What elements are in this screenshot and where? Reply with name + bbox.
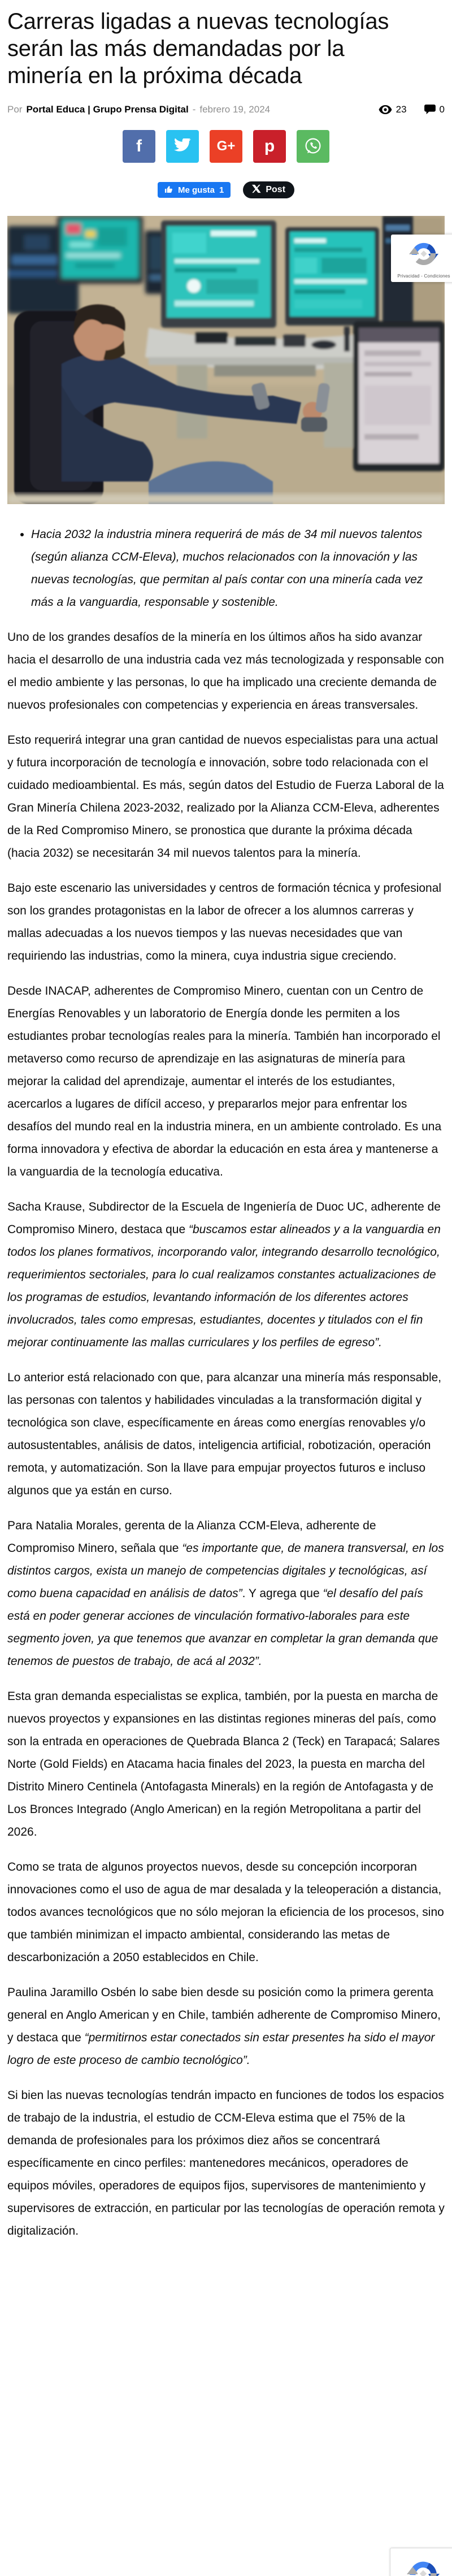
byline (7, 104, 445, 115)
thumb-up-icon (164, 184, 173, 196)
paragraph-text: Esta gran demanda especialistas se explica, también, por la puesta en marcha de nuevos proyectos y expansiones en las distintas regiones mineras del país, como son la entrada en operaciones de Quebrada Blanca 2 (Teck) en Tarapacá; Salares Norte (Gold Fields) en Atacama hacia finales del 2023, la puesta en marcha del Distrito Minero Centinela (Antofagasta Minerals) en la región de Antofagasta y de Los Bronces Integrado (Anglo American) en la región Metropolitana a partir del 2026. (7, 1690, 440, 1838)
paragraph-text: Sacha Krause, Subdirector de la Escuela de Ingeniería de Duoc UC, adherente de Compromiso Minero, destaca que (7, 1200, 441, 1236)
paragraph-8 (7, 1685, 445, 1844)
recaptcha-badge-bottom[interactable] (390, 2548, 452, 2576)
twitter-bird-icon (174, 138, 191, 154)
x-logo-icon (252, 184, 261, 196)
like-count: 1 (219, 185, 224, 195)
recaptcha-icon (407, 2557, 440, 2576)
post-label: Post (266, 185, 286, 194)
social-share-row (7, 130, 445, 163)
publish-date: febrero 19, 2024 (199, 104, 271, 115)
paragraph-2 (7, 729, 445, 865)
x-post-button[interactable] (243, 181, 294, 198)
lead-bullet-list (7, 523, 445, 614)
recaptcha-terms-link[interactable]: Condiciones (424, 274, 450, 279)
views-stat (379, 104, 407, 115)
author-link[interactable]: Portal Educa | Grupo Prensa Digital (26, 104, 189, 115)
paragraph-text: . Y agrega que (242, 1587, 323, 1600)
comments-stat[interactable] (424, 104, 445, 115)
paragraph-text: Desde INACAP, adherentes de Compromiso Minero, cuentan con un Centro de Energías Renovables y un laboratorio de Energía donde les permiten a los estudiantes probar tecnologías reales para la minería. También han incorporado el metaverso como recurso de aprendizaje en las asignaturas de minería para mejorar la calidad del aprendizaje, aumentar el interés de los estudiantes, acercarlos a lugares de difícil acceso, y prepararlos mejor para enfrentar los desafíos del mundo real en la industria minera, en un ambiente controlado. Es una forma innovadora y efectiva de abordar la educación en esta área y mantenerse a la vanguardia de la tecnología educativa. (7, 985, 442, 1178)
views-count: 23 (395, 104, 407, 115)
paragraph-3 (7, 877, 445, 968)
recaptcha-privacy-link[interactable]: Privacidad (397, 274, 420, 279)
paragraph-text: Como se trata de algunos proyectos nuevos, desde su concepción incorporan innovaciones como el uso de agua de mar desalada y la teleoperación a distancia, todos avances tecnológicos que no sólo mejoran la eficiencia de los procesos, sino que también minimizan el impacto ambiental, considerando las metas de descarbonización a 2050 establecidos en Chile. (7, 1861, 444, 1964)
like-row (7, 181, 445, 198)
paragraph-10 (7, 1981, 445, 2072)
quote-text: “permitirnos estar conectados sin estar presentes ha sido el mayor logro de este proceso de cambio tecnológico”. (7, 2031, 435, 2067)
recaptcha-badge-top[interactable] (391, 235, 452, 282)
paragraph-4 (7, 980, 445, 1183)
lead-bullet-text: Hacia 2032 la industria minera requerirá de más de 34 mil nuevos talentos (según alianza CCM-Eleva), muchos relacionados con la innovación y las nuevas tecnologías, que permitan al país contar con una minería cada vez más a la vanguardia, responsable y sostenible. (31, 528, 423, 609)
hero-image (7, 216, 445, 504)
paragraph-6 (7, 1367, 445, 1502)
recaptcha-icon (409, 239, 438, 268)
share-googleplus-button[interactable] (210, 130, 242, 163)
paragraph-text: Lo anterior está relacionado con que, para alcanzar una minería más responsable, las personas con talentos y habilidades vinculadas a la transformación digital y tecnológica son clave, específicamente en áreas como energías renovables y/o autosustentables, análisis de datos, inteligencia artificial, robotización, operación remota, y automatización. Son la llave para empujar proyectos futuros e incluso algunos que ya están en curso. (7, 1371, 442, 1497)
paragraph-7 (7, 1515, 445, 1673)
paragraph-5 (7, 1196, 445, 1354)
facebook-icon: f (136, 137, 142, 155)
byline-separator: - (192, 104, 196, 115)
paragraph-text: Esto requerirá integrar una gran cantidad de nuevos especialistas para una actual y futura incorporación de tecnología e innovación, sobre todo relacionada con el cuidado medioambiental. Es más, según datos del Estudio de Fuerza Laboral de la Gran Minería Chilena 2023-2032, realizado por la Alianza CCM-Eleva, adherentes de la Red Compromiso Minero, se pronostica que durante la próxima década (hacia 2032) se necesitarán 34 mil nuevos talentos para la minería. (7, 734, 444, 860)
recaptcha-caption-separator: - (421, 274, 423, 279)
eye-icon (379, 105, 392, 114)
google-plus-icon: G+ (216, 138, 236, 154)
lead-bullet-item (31, 523, 445, 614)
quote-text: “el desafío del país está en poder generar acciones de vinculación formativo-laborales para este segmento joven, ya que tenemos que avanzar en completar la gran demanda que tenemos de puestos de trabajo, de acá al 2032”. (7, 1587, 438, 1668)
recaptcha-caption[interactable] (391, 274, 452, 279)
control-room-illustration (7, 216, 445, 504)
quote-text: “buscamos estar alineados y a la vanguardia en todos los planes formativos, incorporando valor, integrando desarrollo tecnológico, requerimientos sectoriales, para lo cual realizamos constantes actualizaciones de los programas de estudios, levantando información de los diferentes actores involucrados, tales como empresas, estudiantes, docentes y titulados con el fin mejorar continuamente las mallas curriculares y los perfiles de egreso”. (7, 1223, 441, 1349)
paragraph-text: Para Natalia Morales, gerenta de la Alianza CCM-Eleva, adherente de Compromiso Minero, señala que (7, 1519, 376, 1555)
share-pinterest-button[interactable] (253, 130, 286, 163)
comments-count: 0 (439, 104, 445, 115)
paragraph-text: Uno de los grandes desafíos de la minería en los últimos años ha sido avanzar hacia el desarrollo de una industria cada vez más tecnologizada y responsable con el medio ambiente y las personas, lo que ha implicado una creciente demanda de nuevos profesionales con competencias y experiencia en áreas transversales. (7, 631, 444, 712)
paragraph-text: Paulina Jaramillo Osbén lo sabe bien desde su posición como la primera gerenta general en Anglo American y en Chile, también adherente de Compromiso Minero, y destaca que (7, 1986, 441, 2044)
quote-text: “es importante que, de manera transversal, en los distintos cargos, exista un manejo de competencias digitales y tecnológicas, así como buena capacidad en análisis de datos” (7, 1542, 444, 1600)
pinterest-icon: p (264, 137, 275, 155)
comment-icon (424, 105, 436, 115)
share-whatsapp-button[interactable] (297, 130, 329, 163)
paragraph-9 (7, 1856, 445, 1969)
paragraph-text: Si bien las nuevas tecnologías tendrán impacto en funciones de todos los espacios de trabajo de la industria, el estudio de CCM-Eleva estima que el 75% de la demanda de profesionales para los próximos diez años se concentrará específicamente en cinco perfiles: mantenedores mecánicos, operadores de equipos móviles, operadores de equipos fijos, supervisores de mantenimiento y supervisores de extracción, en particular por las tecnologías de operación remota y digitalización. (7, 2089, 445, 2237)
whatsapp-icon (304, 137, 322, 157)
share-twitter-button[interactable] (166, 130, 199, 163)
share-facebook-button[interactable] (123, 130, 155, 163)
paragraph-1 (7, 626, 445, 717)
like-label: Me gusta (177, 185, 215, 195)
page-title: Carreras ligadas a nuevas tecnologías serán las más demandadas por la minería en la próxima década (7, 9, 389, 88)
paragraph-11 (7, 2084, 445, 2243)
byline-prefix: Por (7, 104, 23, 115)
facebook-like-button[interactable] (158, 182, 231, 198)
paragraph-text: Bajo este escenario las universidades y centros de formación técnica y profesional son los grandes protagonistas en la labor de ofrecer a los alumnos carreras y mallas adecuadas a los nuevos tiempos y las nuevas necesidades que van requiriendo las industrias, como la minera, cuya industria sigue creciendo. (7, 882, 442, 962)
